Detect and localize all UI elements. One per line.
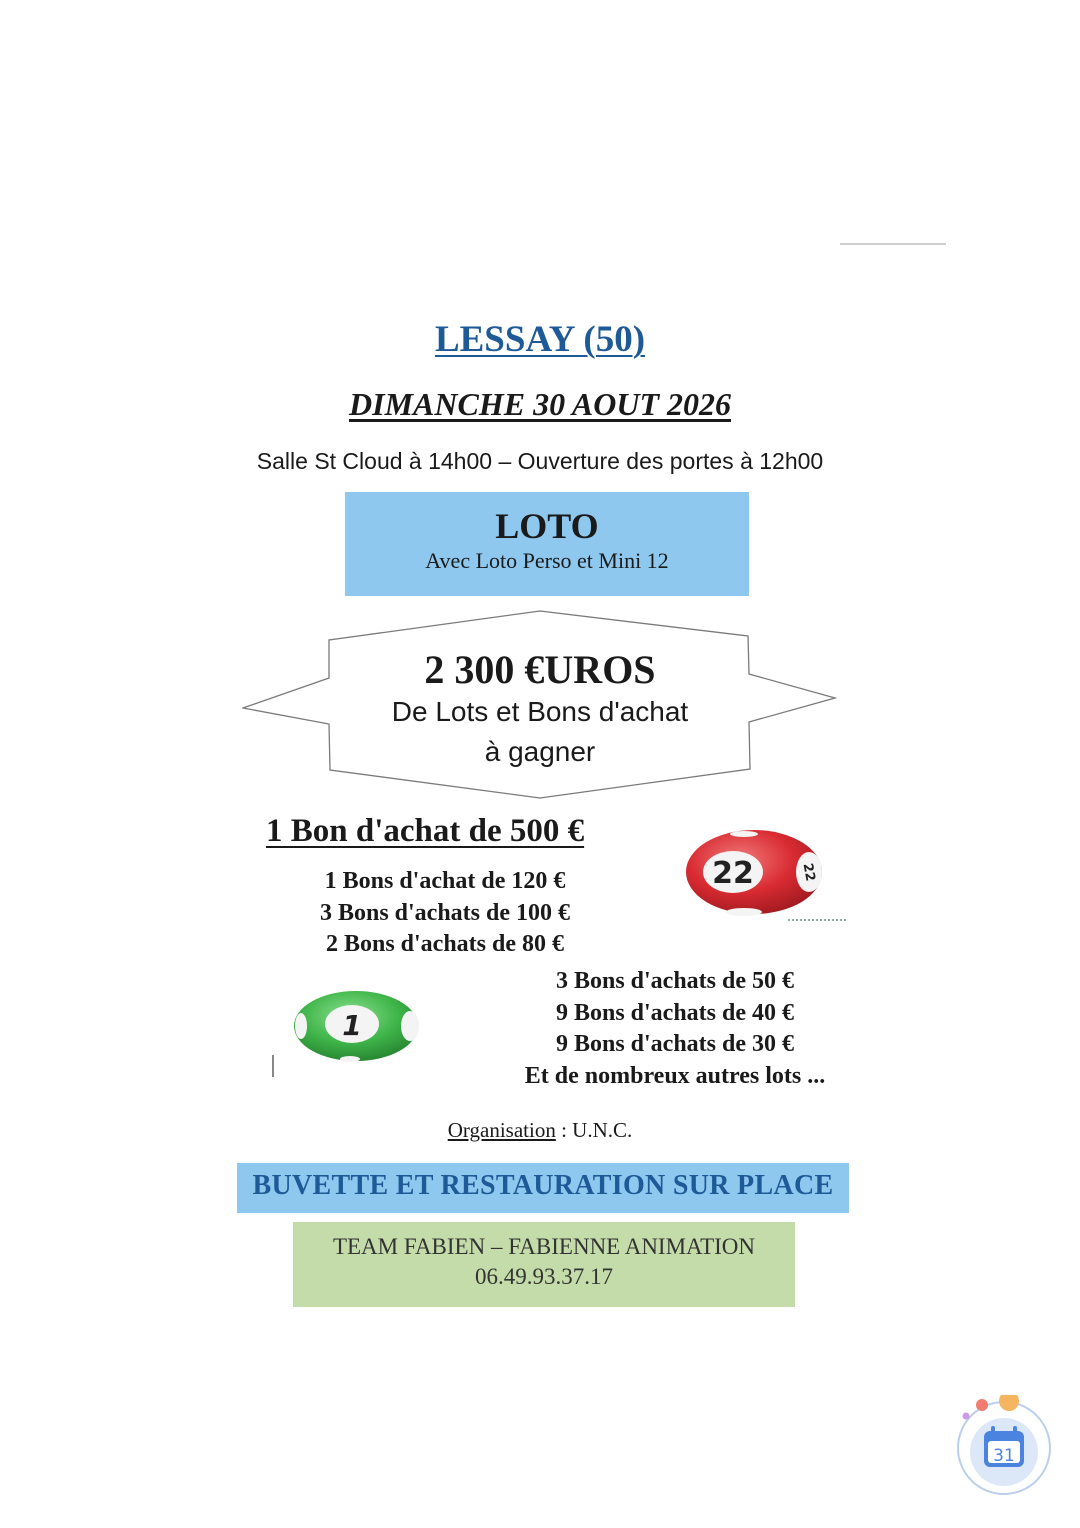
prize-amount: 2 300 €UROS <box>424 647 656 692</box>
bingo-ball-red-icon <box>684 828 850 928</box>
list-item: 9 Bons d'achats de 40 € <box>555 999 795 1026</box>
list-item: 3 Bons d'achats de 100 € <box>319 899 571 926</box>
red-ball-number: 22 <box>712 856 754 891</box>
prize-subtitle-line1: De Lots et Bons d'achat <box>391 696 689 727</box>
organisation-value: : U.N.C. <box>555 1118 633 1142</box>
prize-list-a <box>290 866 600 961</box>
page-title: LESSAY (50) <box>434 319 646 360</box>
event-date: DIMANCHE 30 AOUT 2026 <box>349 386 731 422</box>
list-item: 1 Bons d'achat de 120 € <box>324 868 566 894</box>
team-phone: 06.49.93.37.17 <box>475 1264 613 1289</box>
bingo-ball-green-icon <box>292 990 422 1068</box>
list-item: 2 Bons d'achats de 80 € <box>325 931 565 957</box>
loto-subtitle: Avec Loto Perso et Mini 12 <box>425 548 669 573</box>
scan-mark <box>272 1055 274 1077</box>
calendar-day: 31 <box>993 1446 1015 1466</box>
green-ball-number: 1 <box>342 1009 362 1042</box>
loto-title: LOTO <box>495 506 599 546</box>
calendar-button[interactable] <box>952 1395 1054 1497</box>
main-prize: 1 Bon d'achat de 500 € <box>266 813 585 849</box>
team-name: TEAM FABIEN – FABIENNE ANIMATION <box>332 1234 756 1259</box>
organisation-label: Organisation <box>447 1118 556 1142</box>
prize-subtitle-line2: à gagner <box>484 736 596 767</box>
prize-list-b <box>470 966 880 1092</box>
venue-time: Salle St Cloud à 14h00 – Ouverture des portes à 12h00 <box>256 448 824 474</box>
list-item: 3 Bons d'achats de 50 € <box>555 968 795 994</box>
buvette-text: BUVETTE ET RESTAURATION SUR PLACE <box>252 1170 834 1201</box>
organisation <box>0 1118 1080 1143</box>
list-item: Et de nombreux autres lots ... <box>524 1062 826 1089</box>
red-ball-side-number: 22 <box>799 862 818 883</box>
list-item: 9 Bons d'achats de 30 € <box>555 1031 795 1057</box>
calendar-icon <box>984 1426 1024 1467</box>
scan-line-mark <box>840 243 946 245</box>
